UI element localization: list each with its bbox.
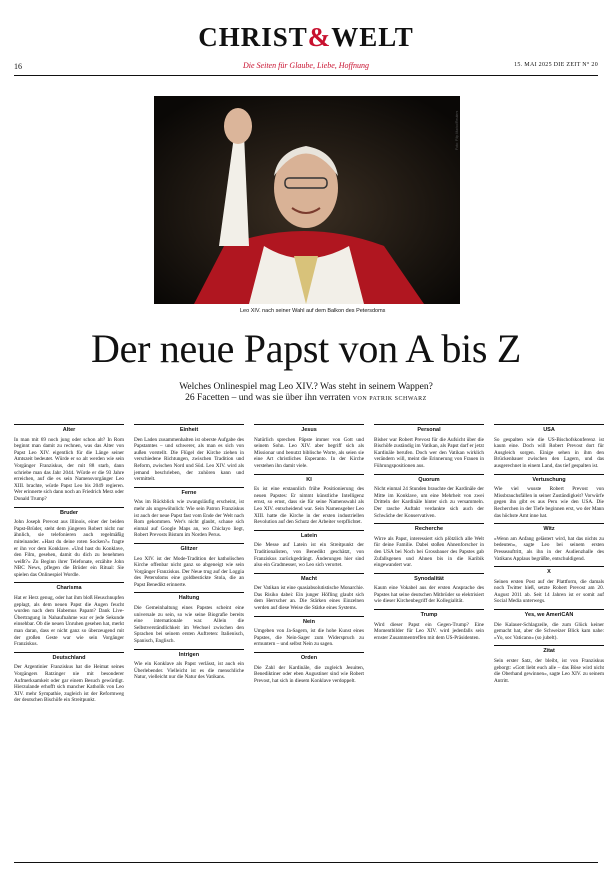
section-title: Synodalität [374,573,484,583]
section-text: Es ist eine erstaunlich frühe Positionierung des neuen Papstes: Er nimmt künstliche Intelligenz ernst, so ernst, dass sie für seine Namenswahl als Leo XIV. entscheidend war. Sein Namensgeber Leo XIII. hatte die Kirche in der ersten industriellen Revolution auf den Schutz der Arbeiter verpflichtet. [254,486,364,526]
section-title: Einheit [134,424,244,434]
issue-date: 15. MAI 2025 DIE ZEIT N° 20 [514,62,598,68]
section-title: Witz [494,523,604,533]
column-5 [494,420,604,688]
section-text: Kaum eine Vokabel aus der ersten Ansprache des Papstes hat seine deutschen Mitbrüder so elektrisiert wie dieser Kirchenbegriff der Kollegialität. [374,585,484,605]
section-title: Macht [254,573,364,583]
section-text: Seinen ersten Post auf der Plattform, die damals noch Twitter hieß, setzte Robert Prevost am 20. August 2011 ab. Seit 14 Jahren ist er somit auf Social Media unterwegs. [494,578,604,605]
section-text: Natürlich sprechen Päpste immer von Gott und seinem Sohn. Leo XIV. aber begriff sich als Missionar und benutzt biblische Worte, als seien sie eine Art christliches Esperanto. In der Kirche verstehen ihn damit viele. [254,436,364,469]
section-text: Bisher war Robert Prevost für die Aufsicht über die Bischöfe zuständig im Vatikan, als Papst darf er jetzt Kardinäle berufen. Doch wer den Vatikan wirklich verändern will, meint die Erinnerung von Frauen in Führungspositionen aus. [374,436,484,469]
masthead-left: CHRIST [198,22,308,52]
section-text: Leo XIV. ist der Mode-Tradition der katholischen Kirche offenbar nicht ganz so abgeneigt wie sein Vorgänger Franziskus. Der Neue trug auf der Loggia des Petersdoms eine goldbestickte Stola, die an Papst Benedikt erinnerte. [134,555,244,588]
masthead [0,22,612,53]
section-text: Den Laden zusammenhalten ist oberste Aufgabe des Papstamtes – und schwerer, als man es sich von außen vorstellt. Die Flügel der Kirche ziehen in verschiedene Richtungen, zwischen Tradition und Reform, zwischen Nord und Süd. Leo XIV. wird als jemand beschrieben, der zuhören kann und vermittelt. [134,436,244,483]
section-title: Ferne [134,487,244,497]
section-title: Orden [254,652,364,662]
section-title: Personal [374,424,484,434]
section-title: Latein [254,530,364,540]
section-title: Recherche [374,523,484,533]
section-title: Intrigen [134,649,244,659]
masthead-subtitle: Die Seiten für Glaube, Liebe, Hoffnung [243,61,369,70]
section-text: Wie viel wusste Robert Prevost von Missbrauchsfällen in seiner Zuständigkeit? Vorwürfe gegen ihn gibt es aus Peru wie den USA. Die Recherchen in der Tiefe beginnen erst, wo der Mann das höchste Amt inne hat. [494,486,604,519]
column-1 [14,420,124,708]
section-text: Wie ein Konklave als Papst verlässt, ist auch ein Überlebender. Vielleicht ist es die menschliche Natur, vielleicht nur die Natur des Vatikans. [134,661,244,681]
section-text: Der Argentinier Franziskus hat die Heimat seines Vorgängers Ratzinger nie mit besonderer Aufmerksamkeit oder gar einem Besuch gewürdigt. Hierzulande erhofft sich mancher Katholik von Leo XIV. mehr Sympathie, zugleich ist der Reformweg der deutschen Bischöfe ein Streitpunkt. [14,664,124,704]
section-text: Wird dieser Papst ein Gegen-Trump? Eine Momentbilder für Leo XIV. wird jedenfalls sein ernster Zusammentreffen mit dem US-Präsidenten. [374,621,484,641]
section-title: Zitat [494,645,604,655]
deck-line-2 [0,393,612,403]
deck-line-1: Welches Onlinespiel mag Leo XIV.? Was steht in seinem Wappen? [179,382,433,392]
section-title: Vertuschung [494,474,604,484]
section-title: Bruder [14,507,124,517]
section-title: Glitzer [134,543,244,553]
byline: VON PATRIK SCHWARZ [352,396,427,402]
section-title: Quorum [374,474,484,484]
headline: Der neue Papst von A bis Z [91,326,521,371]
photo-caption: Leo XIV. nach seiner Wahl auf dem Balkon des Petersdoms [240,308,386,314]
section-title: Haltung [134,592,244,602]
section-title: X [494,566,604,576]
section-text: Die Gemeinhaltung eines Papstes scheint eine universale zu sein, so wie seine Biografie bereits eine internationale war. Allein die Selbstverständlichkeit im Wechsel zwischen den Sprachen bei seinem ersten Auftreten: Italienisch, Spanisch, Englisch. [134,605,244,645]
column-4 [374,420,484,645]
section-text: Wirre als Papst, interessiert sich plötzlich alle Welt für deine Familie. Dabei stoßen Ahnenforscher in den USA bei Noch bei Grossbauer des Papstes gab Zufallsgenen und Ahnen bis in die Karibik eingewandert war. [374,535,484,569]
section-text: Hat er Herz genug, oder hat ihm bloß Heuschnupfen geplagt, als dem neuen Papst die Augen feucht wurden nach dem Habemus Papam? Dank Live-Übertragung in Nahaufnahme war er jede Sekunde einsehbar. Ob die neuen Unruhen gesehen hat, merkt man daran, dass er nicht ganz so überzeugend mit der großen Geste war wie sein Vorgänger Franziskus. [14,595,124,648]
section-text: Was im Rückblick wie zwangsläufig erscheint, ist mehr als ungewöhnlich: Wie sein Patron Franziskus ist auch der neue Papst fast vom Ende der Welt nach Rom gekommen. Wer's nicht glaubt, schaue sich einmal auf Google Maps an, wo Chiclayo liegt, Robert Prevosts Bistum im Norden Perus. [134,499,244,539]
bottom-rule [14,862,598,863]
section-text: Der Vatikan ist eine quasiabsolutistische Monarchie. Das Risiko dabei: Ein junger Höfling glaubt sich dem Herrscher an. Die Stärken eines Einzelnen werden auf diese Weise die Stärke eines Systems. [254,585,364,612]
section-title: KI [254,474,364,484]
section-title: Deutschland [14,652,124,662]
section-text: John Joseph Prevost aus Illinois, einer der beiden Papst-Brüder, steht dem jüngeren Robert nicht nur ähnlich, sie telefonieren auch regelmäßig miteinander. »Hast du deine roten Socken?« fragte er ihn vor dem Konklave. »Und hast du Konklave, den Film, gesehen, damit du dich zu benehmen weißt?« Zu Beginn ihrer Telefonate, erzählte John NBC News, pflegen die Brüder ein Ritual: Sie spielen das Onlinespiel Wordle. [14,519,124,578]
pope-photo [154,96,460,304]
page-number: 16 [14,62,22,71]
section-title: Charisma [14,582,124,592]
section-title: Jesus [254,424,364,434]
section-text: Sein erster Satz, der bleibt, ist von Franziskus geborgt: »Gott liebt euch alle – das Böse wird nicht die Oberhand gewinnen«, sagte Leo XIV. zu seinem Antritt. [494,658,604,684]
section-text: Die Kalauer-Schlagzeile, die zum Glück keiner gemacht hat, aber die Schweizer Blick kam nahe: »Yo, soc Vaticano« (so jubelt). [494,621,604,641]
top-rule [14,75,598,76]
section-text: Die Zahl der Kardinäle, die zugleich Jesuiten, Benediktiner oder eben Augustiner sind wie Robert Prevost, hat sich in diesem Konklave verdoppelt. [254,664,364,684]
section-text: Die Messe auf Latein ist ein Streitpunkt der Traditionalisten, von Benedikt geschätzt, von Franziskus zurückgedrängt. Änderungen hier sind also ein Gradmesser, wo Leo sich verortet. [254,542,364,569]
column-3 [254,420,364,688]
section-text: »Wenn am Anfang gelästert wird, hat das nichts zu bedeuten«, sagte Leo bei seinem ersten Presseauftritt, als ihn in der Audienzhalle des Vatikans Applaus begrüßte, entschuldigend. [494,535,604,562]
photo-credit: Foto: Filip Marko/Reuters [455,110,459,150]
masthead-mark: & [307,22,332,52]
section-title: Trump [374,609,484,619]
section-text: Nicht einmal 24 Stunden brauchte der Kardinäle der Mitte im Konklave, um eine Mehrheit von zwei Dritteln der Kardinäle hinter sich zu versammeln. Der rasche Auftakt verdankte sich auch der Schwäche der Konservativen. [374,486,484,519]
section-title: USA [494,424,604,434]
deck-line-2-text: 26 Facetten – und was sie über ihn verraten [185,393,351,403]
section-text: Umgeben von Ja-Sagern, ist die hohe Kunst eines Papstes, die Nein-Sager zum Widerspruch zu ermuntern – und selbst Nein zu sagen. [254,628,364,648]
section-title: Alter [14,424,124,434]
section-title: Yes, we AmeriCAN [494,609,604,619]
masthead-right: WELT [331,22,414,52]
column-2 [134,420,244,685]
section-title: Nein [254,616,364,626]
section-text: In man mit 69 noch jung oder schon alt? In Rom beginnt man damit zu rechnen, was das Alter von Papst Leo XIV. eigentlich für die Länge seiner Amtszeit bedeutet. Würde er so alt werden wie sein Vorgänger Franziskus, der mit 88 starb, dann schriebe man das Jahr 2044. Würde er die 93 Jahre erreichen, auf die es sein Namensvorgänger Leo XIII. brachte, würde Papst Leo bis 2049 regieren. Wer erinnerte sich dann noch an Friedrich Merz oder Donald Trump? [14,436,124,502]
section-text: So gespalten wie die US-Bischofskonferenz ist kaum eine. Doch will Robert Prevost dort für Ausgleich sorgen. Einige sehen in ihm den Brückenbauer zwischen den Lagern, und das ausgerechnet in einem Land, das tief gespalten ist. [494,436,604,469]
